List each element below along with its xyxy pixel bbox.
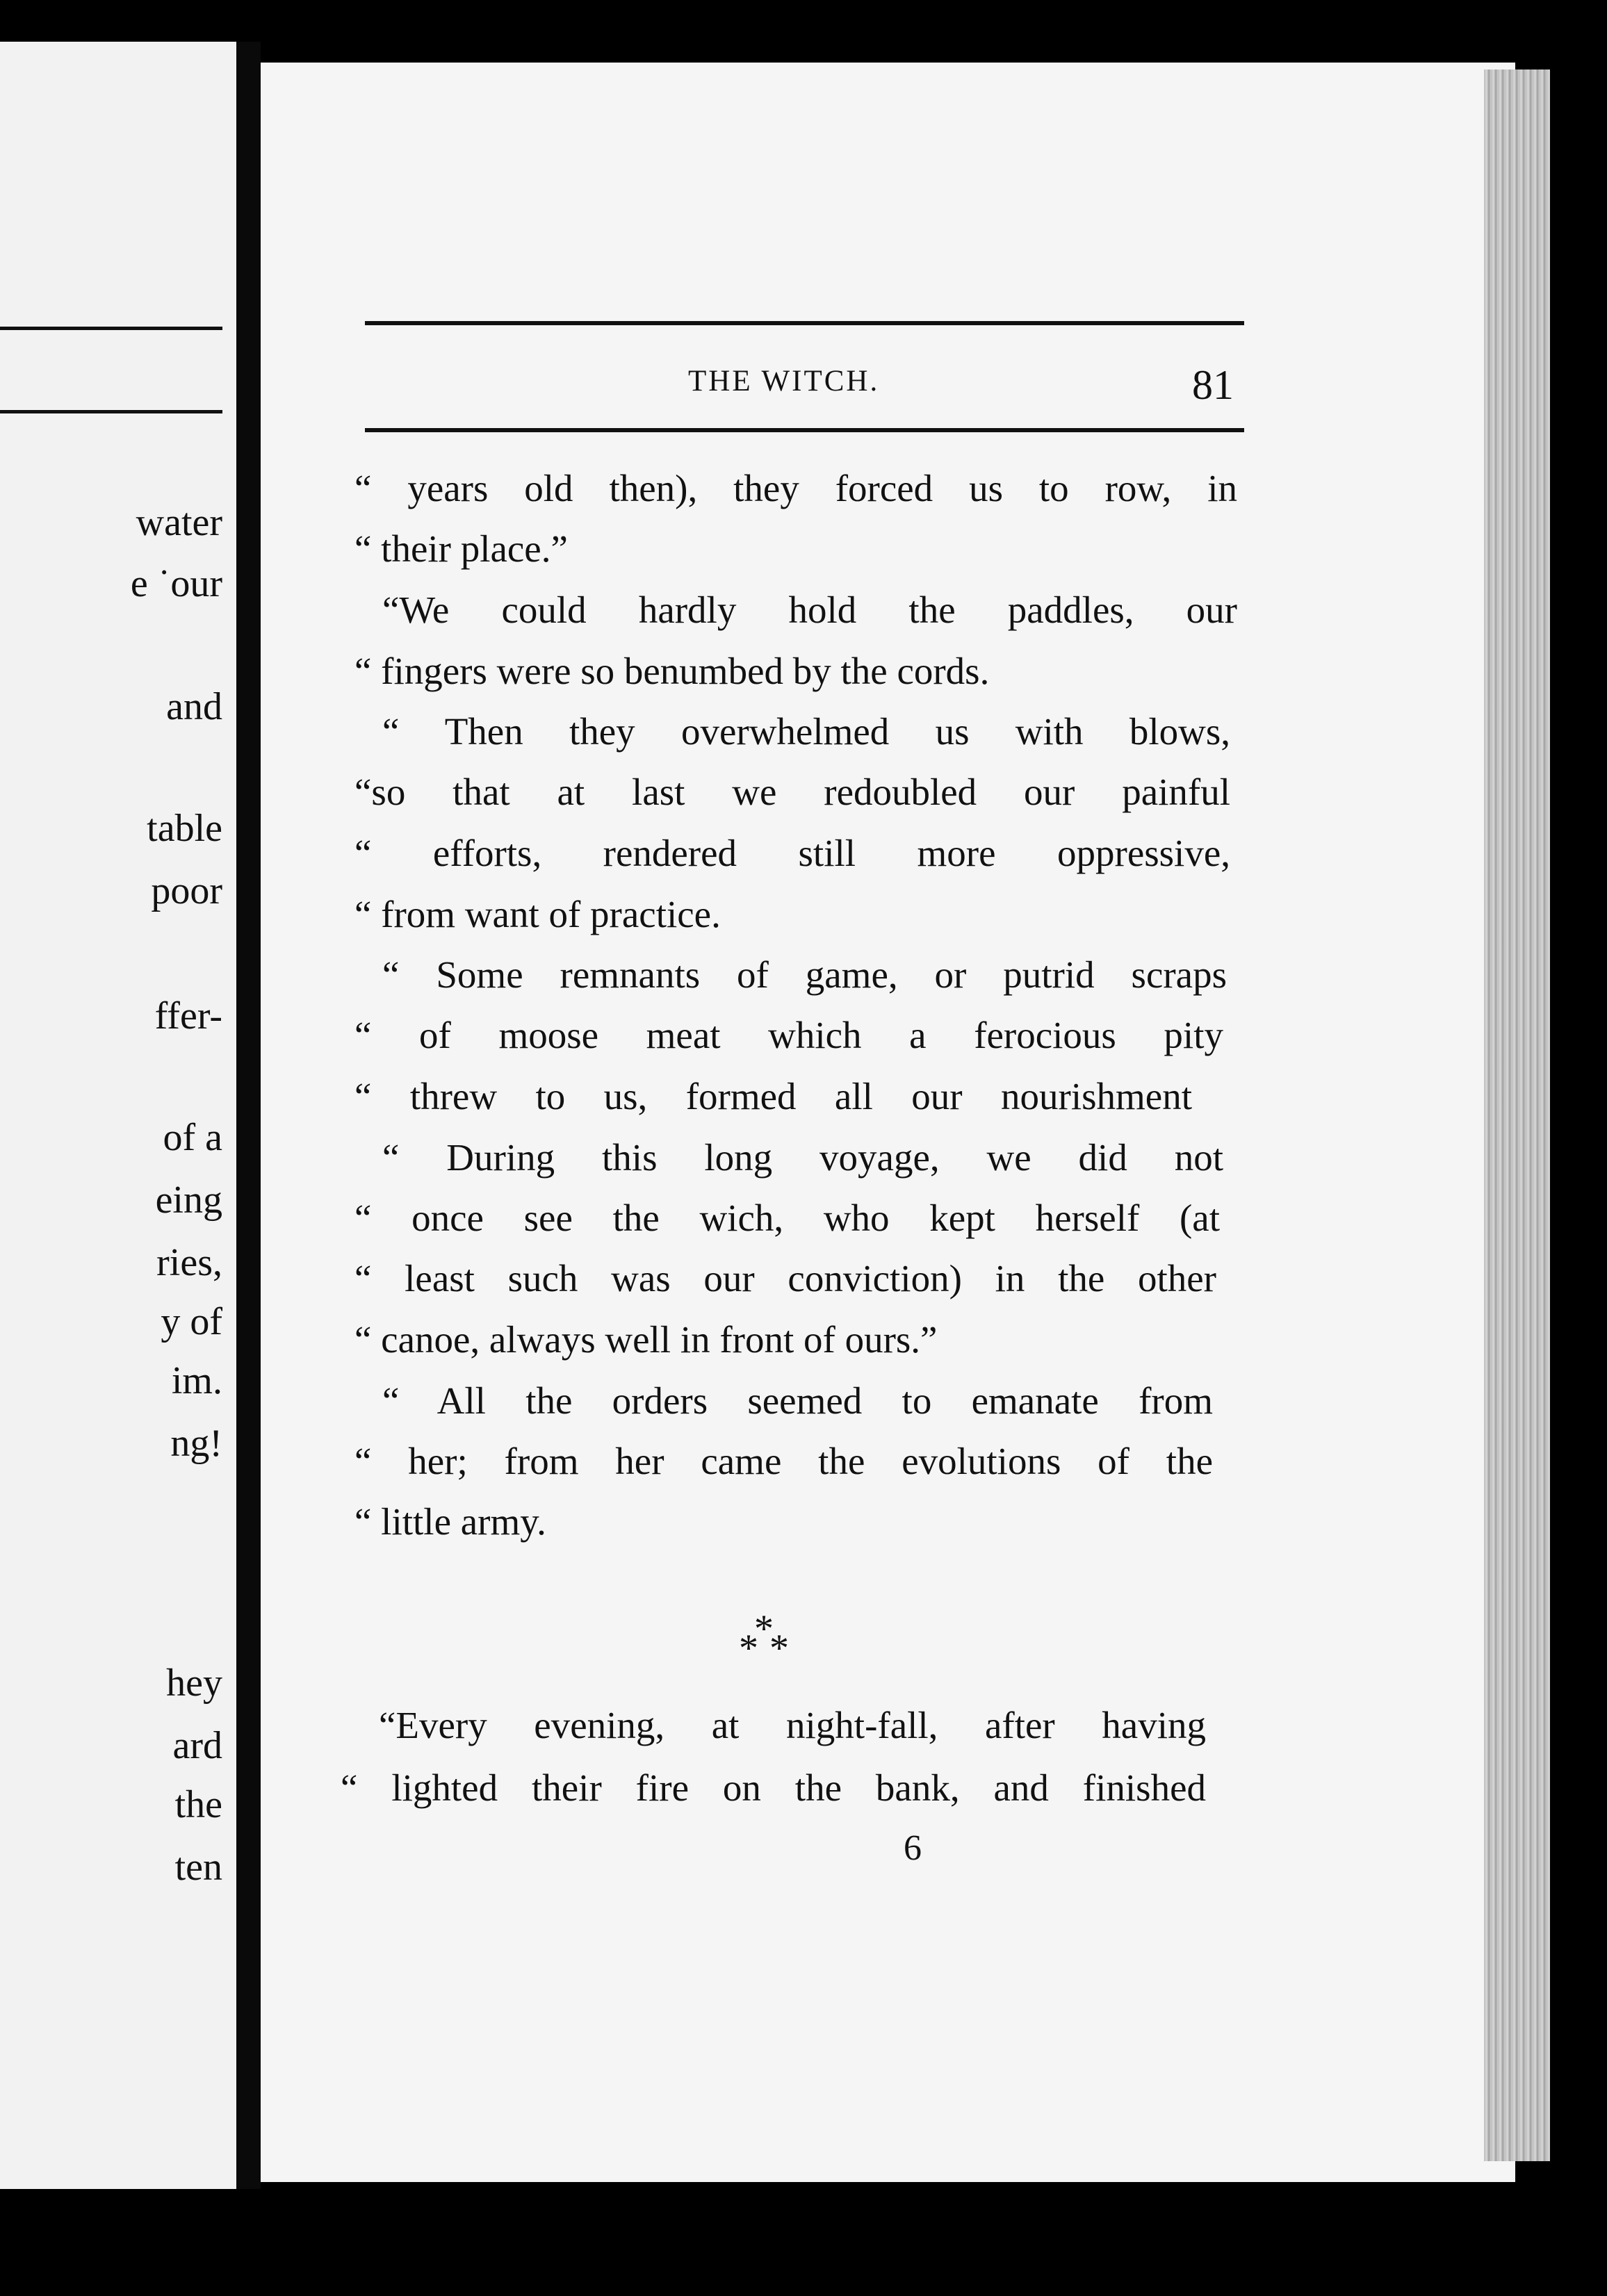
text-line: “We could hardly hold the paddles, our — [382, 589, 1237, 631]
left-page-fragment: ten — [174, 1846, 222, 1889]
text-line: “ During this long voyage, we did not — [382, 1136, 1223, 1179]
section-break-asterism — [733, 1605, 803, 1675]
right-page — [261, 63, 1515, 2182]
left-page-rule-bottom — [0, 410, 222, 413]
left-page-fragment: hey — [166, 1662, 222, 1705]
left-page-fragment: e ˙our — [130, 562, 222, 605]
left-page-fragment: ard — [172, 1724, 222, 1767]
left-page-fragment: ffer- — [154, 994, 222, 1038]
text-line: “so that at last we redoubled our painful — [354, 771, 1230, 813]
left-page-fragment: water — [136, 501, 222, 544]
text-line: “ efforts, rendered still more oppressive, — [354, 832, 1230, 874]
text-line: “ of moose meat which a ferocious pity — [354, 1014, 1223, 1056]
text-line: “ from want of practice. — [354, 893, 721, 935]
running-head: THE WITCH. — [688, 365, 880, 397]
left-page-fragment: im. — [171, 1359, 222, 1402]
left-page-fragment: the — [174, 1783, 222, 1826]
text-line: “ her; from her came the evolutions of the — [354, 1440, 1213, 1482]
text-line: “ little army. — [354, 1500, 546, 1543]
asterisk: * — [754, 1607, 774, 1650]
left-page-rule-top — [0, 327, 222, 330]
left-page-fragment: poor — [151, 869, 222, 912]
text-line: “ Then they overwhelmed us with blows, — [382, 710, 1230, 753]
left-page-fragment: ries, — [156, 1241, 222, 1284]
text-line: “ threw to us, formed all our nourishment — [354, 1075, 1192, 1117]
left-page-fragment: of a — [163, 1116, 222, 1159]
left-page-fragment: and — [166, 685, 222, 728]
left-page — [0, 42, 236, 2189]
text-line: “ All the orders seemed to emanate from — [382, 1379, 1213, 1422]
book-gutter — [236, 42, 261, 2189]
text-line: “ lighted their fire on the bank, and finished — [341, 1766, 1206, 1809]
text-line: “ least such was our conviction) in the other — [354, 1257, 1216, 1299]
text-line: “ Some remnants of game, or putrid scraps — [382, 953, 1227, 996]
left-page-fragment: eing — [155, 1179, 222, 1222]
signature-mark: 6 — [904, 1828, 922, 1868]
page-number: 81 — [1192, 362, 1234, 408]
text-line: “ their place.” — [354, 527, 568, 570]
asterisk: * — [769, 1627, 789, 1670]
left-page-fragment: ng! — [170, 1422, 222, 1465]
left-page-fragment: table — [147, 807, 222, 850]
header-rule-top — [365, 321, 1244, 325]
left-page-fragment: y of — [161, 1300, 222, 1343]
text-line: “ years old then), they forced us to row, in — [354, 467, 1237, 509]
text-line: “ fingers were so benumbed by the cords. — [354, 650, 990, 692]
text-line: “Every evening, at night-fall, after having — [379, 1704, 1206, 1746]
text-line: “ canoe, always well in front of ours.” — [354, 1318, 938, 1361]
page-edge-stack — [1484, 69, 1550, 2161]
asterisk: * — [739, 1627, 758, 1670]
text-line: “ once see the wich, who kept herself (at — [354, 1197, 1220, 1239]
header-rule-bottom — [365, 428, 1244, 432]
